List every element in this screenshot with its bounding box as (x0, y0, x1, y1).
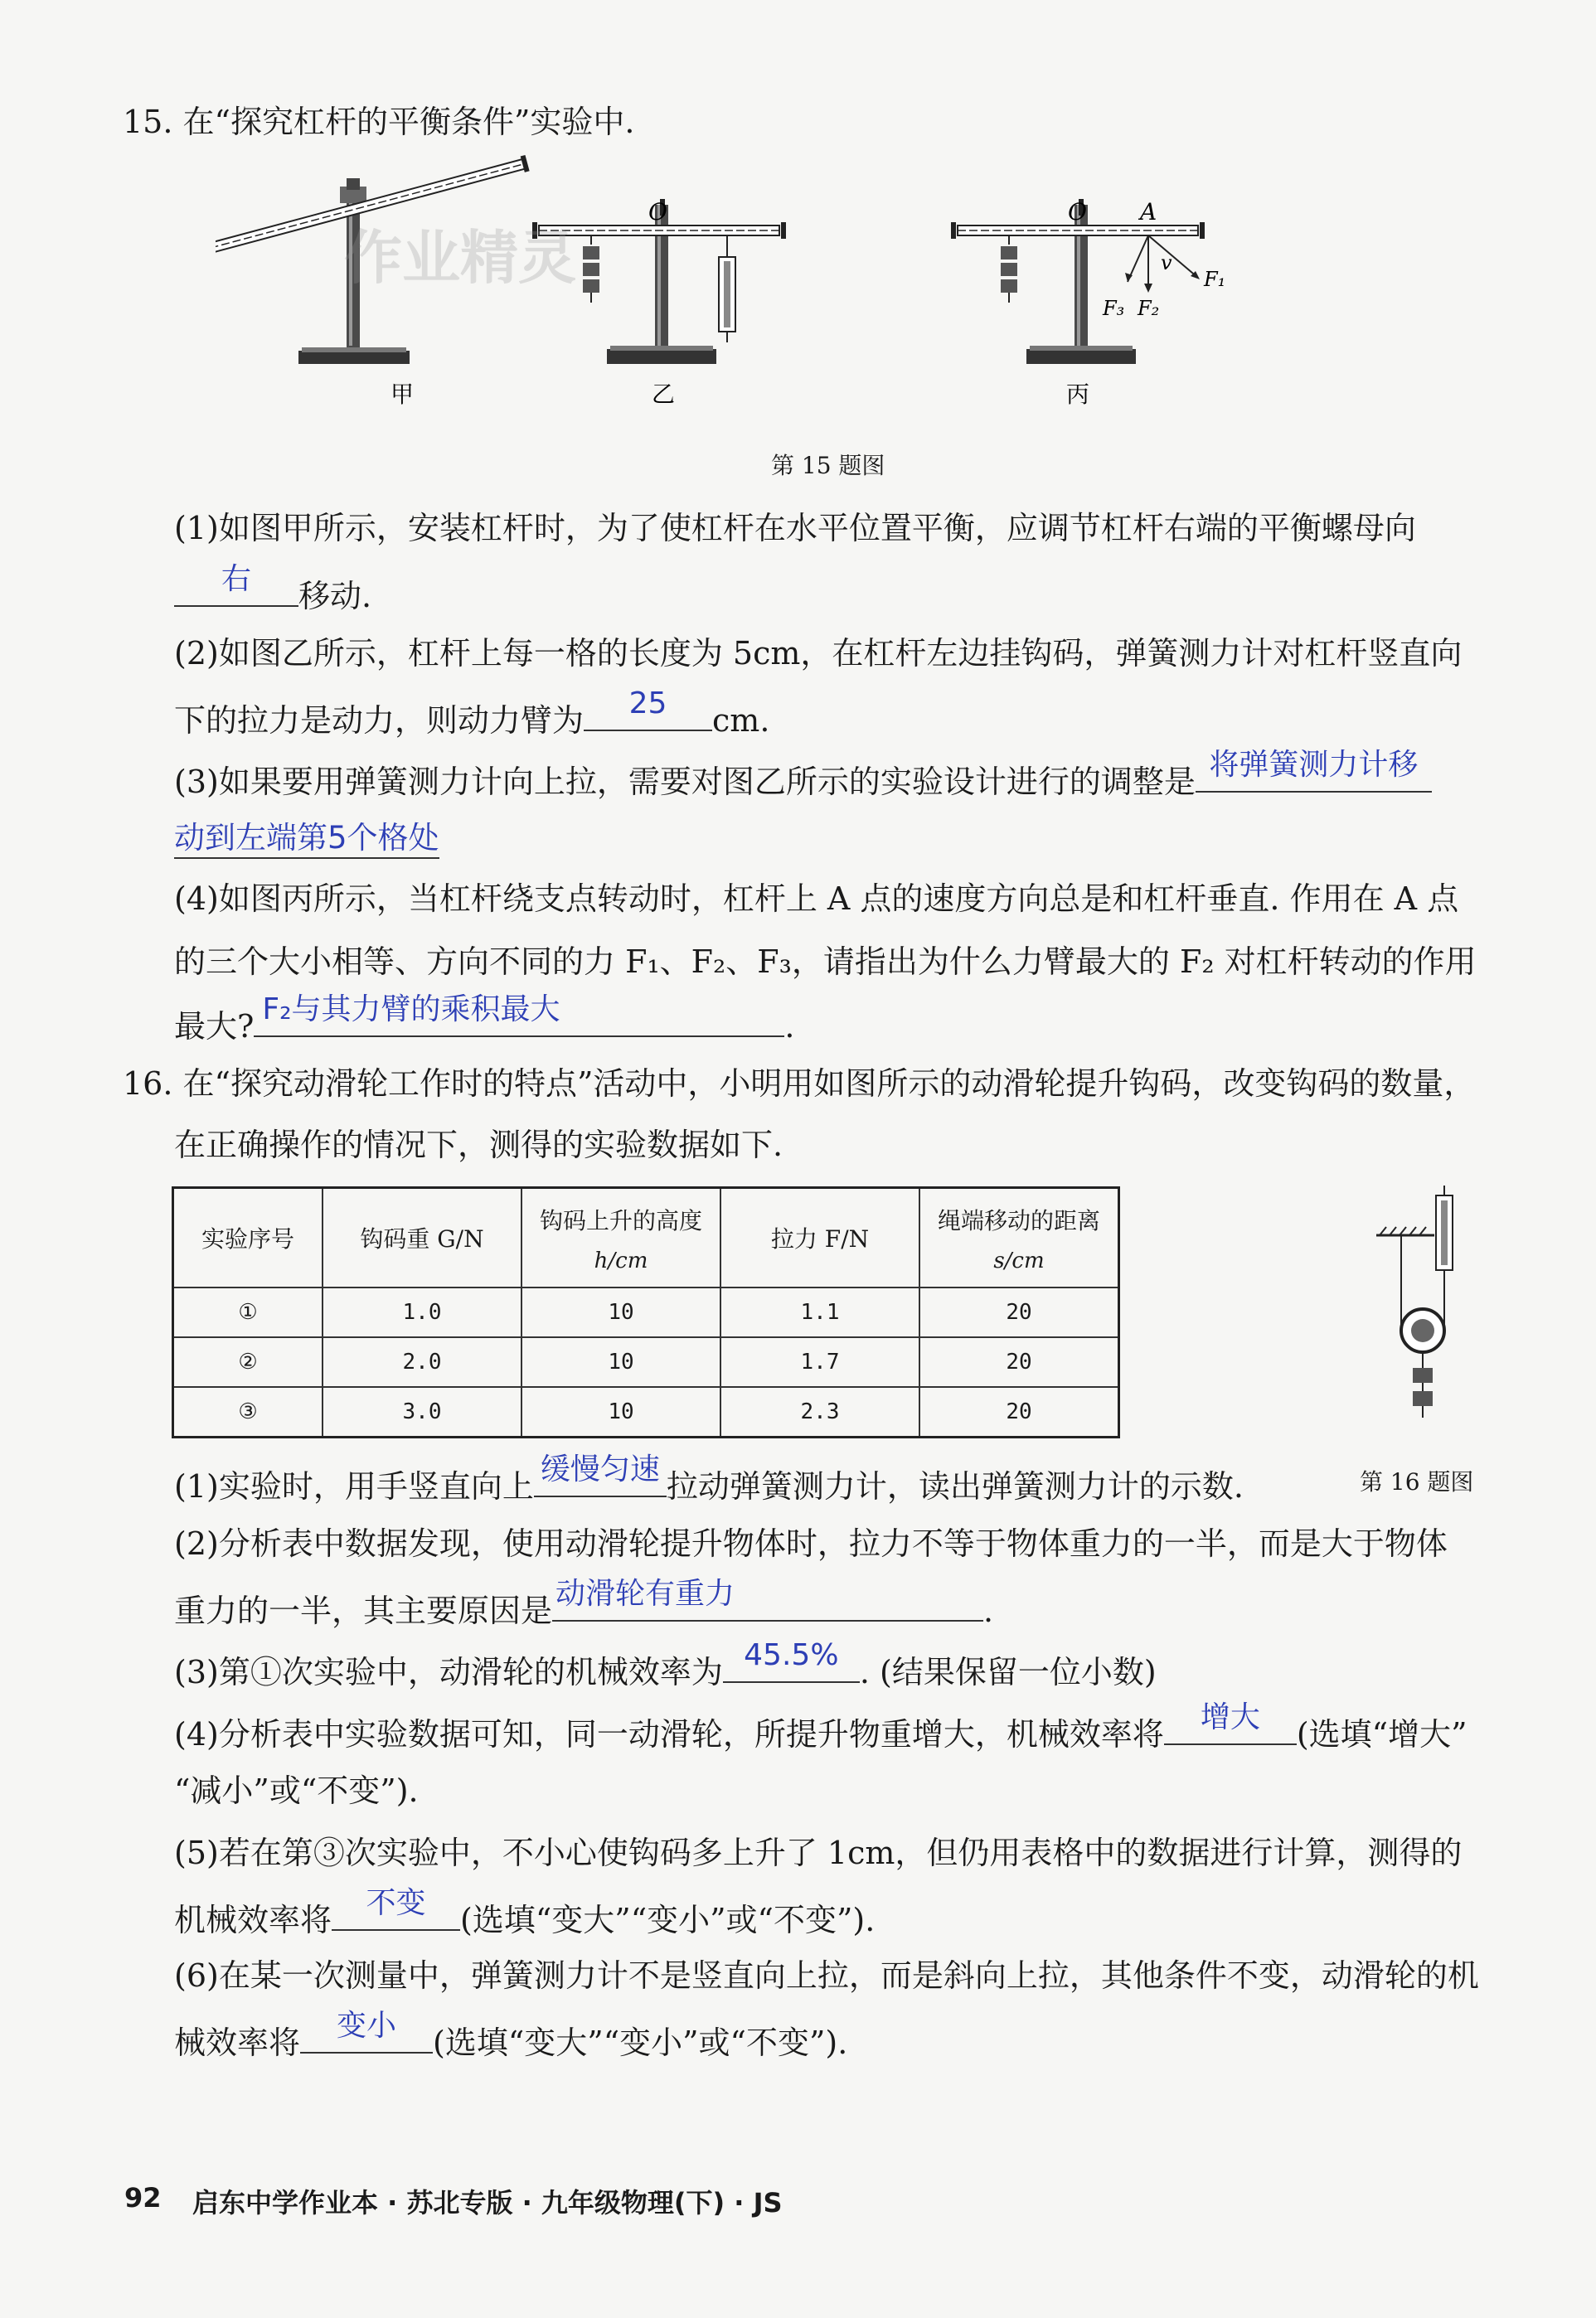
q16-p5-answer[interactable]: 不变 (332, 1894, 460, 1931)
table-cell: 1.7 (720, 1337, 919, 1387)
q16-data-table (172, 1186, 1120, 1438)
q16-p3-answer[interactable]: 45.5% (723, 1646, 860, 1683)
table-cell: 20 (919, 1337, 1119, 1387)
q16-pulley-figure (1368, 1177, 1484, 1443)
footer-book-title: 启东中学作业本 · 苏北专版 · 九年级物理(下) · JS (192, 2187, 783, 2219)
table-cell: ② (173, 1337, 323, 1387)
q16-p2-answer[interactable]: 动滑轮有重力 (552, 1585, 983, 1622)
table-cell: 1.1 (720, 1288, 919, 1337)
table-cell: ③ (173, 1387, 323, 1438)
table-cell: ① (173, 1288, 323, 1337)
q15-p3-answer-part1[interactable]: 将弹簧测力计移 (1196, 756, 1432, 793)
q16-p3-line: (3)第①次实验中，动滑轮的机械效率为 45.5% . (结果保留一位小数) (174, 1638, 1157, 1690)
fig-label-bing: 丙 (1065, 381, 1090, 408)
table-cell: 20 (919, 1387, 1119, 1438)
q15-p1-line2: 右 移动. (174, 570, 371, 617)
table-row (173, 1387, 1119, 1438)
q16-p4-answer[interactable]: 增大 (1164, 1709, 1297, 1745)
fig-letter-f1: F₁ (1204, 268, 1226, 291)
fig-label-jia: 甲 (390, 381, 415, 408)
q15-title: 15. 在“探究杠杆的平衡条件”实验中. (123, 104, 635, 140)
table-row (173, 1288, 1119, 1337)
table-header-cell: 绳端移动的距离 s/cm (919, 1188, 1119, 1288)
fig-letter-f3: F₃ (1103, 297, 1125, 320)
q16-p5-line1: (5)若在第③次实验中，不小心使钩码多上升了 1cm，但仍用表格中的数据进行计算，测得的 (174, 1835, 1463, 1871)
q15-p1-answer[interactable]: 右 (174, 570, 298, 607)
q16-p2-line1: (2)分析表中数据发现，使用动滑轮提升物体时，拉力不等于物体重力的一半，而是大于物体 (174, 1525, 1448, 1562)
q16-title-line1: 16. 在“探究动滑轮工作时的特点”活动中，小明用如图所示的动滑轮提升钩码，改变钩码的数量， (123, 1065, 1476, 1102)
table-cell: 3.0 (323, 1387, 521, 1438)
table-cell: 20 (919, 1288, 1119, 1337)
q16-title-line2: 在正确操作的情况下，测得的实验数据如下. (174, 1127, 783, 1163)
table-header-row (173, 1188, 1119, 1288)
q15-p1-line1: (1)如图甲所示，安装杠杆时，为了使杠杆在水平位置平衡，应调节杠杆右端的平衡螺母向 (174, 510, 1416, 546)
table-header-cell: 拉力 F/N (720, 1188, 919, 1288)
footer-page-number: 92 (124, 2182, 162, 2214)
q16-p4-line2: “减小”或“不变”). (174, 1772, 419, 1809)
q16-p6-line2: 械效率将 变小 (选填“变大”“变小”或“不变”). (174, 2009, 848, 2061)
q15-p2-line2: 下的拉力是动力，则动力臂为 25 cm. (174, 686, 770, 739)
table-cell: 10 (521, 1337, 720, 1387)
q15-figure-caption: 第 15 题图 (771, 452, 885, 479)
q16-p4-line1: (4)分析表中实验数据可知，同一动滑轮，所提升物重增大，机械效率将 增大 (选填“增大” (174, 1700, 1467, 1753)
watermark: 作业精灵 (344, 224, 576, 292)
fig-letter-f2: F₂ (1138, 297, 1160, 320)
table-row (173, 1337, 1119, 1387)
q16-p1-line: (1)实验时，用手竖直向上 缓慢匀速 拉动弹簧测力计，读出弹簧测力计的示数. (174, 1452, 1244, 1505)
q16-p6-answer[interactable]: 变小 (300, 2017, 433, 2054)
q16-p2-line2: 重力的一半，其主要原因是 动滑轮有重力 . (174, 1577, 994, 1629)
q15-p4-line1: (4)如图丙所示，当杠杆绕支点转动时，杠杆上 A 点的速度方向总是和杠杆垂直. 作用在 A 点 (174, 880, 1459, 917)
q15-p4-answer[interactable]: F₂与其力臂的乘积最大 (254, 1001, 784, 1037)
table-header-cell: 钩码重 G/N (323, 1188, 521, 1288)
table-header-cell: 实验序号 (173, 1188, 323, 1288)
q16-p5-line2: 机械效率将 不变 (选填“变大”“变小”或“不变”). (174, 1886, 876, 1938)
q15-p3-answer-part2[interactable]: 动到左端第5个格处 (174, 820, 439, 859)
q16-figure-caption: 第 16 题图 (1360, 1468, 1474, 1496)
fig-label-yi: 乙 (651, 381, 676, 408)
table-cell: 10 (521, 1387, 720, 1438)
q15-p4-line2: 的三个大小相等、方向不同的力 F₁、F₂、F₃，请指出为什么力臂最大的 F₂ 对杠杆转动的作用 (174, 943, 1477, 980)
q16-p6-line1: (6)在某一次测量中，弹簧测力计不是竖直向上拉，而是斜向上拉，其他条件不变，动滑轮的机 (174, 1957, 1479, 1994)
table-cell: 2.3 (720, 1387, 919, 1438)
table-cell: 10 (521, 1288, 720, 1337)
q15-p2-answer[interactable]: 25 (584, 695, 712, 731)
fig-letter-v: v (1161, 251, 1172, 274)
table-cell: 1.0 (323, 1288, 521, 1337)
q15-p4-line3: 最大? F₂与其力臂的乘积最大 . (174, 992, 795, 1045)
fig-letter-o-yi: O (648, 198, 667, 225)
fig-letter-a: A (1140, 198, 1157, 225)
q15-p2-line1: (2)如图乙所示，杠杆上每一格的长度为 5cm，在杠杆左边挂钩码，弹簧测力计对杠杆竖直向 (174, 635, 1463, 672)
q16-p1-answer[interactable]: 缓慢匀速 (534, 1461, 667, 1497)
table-cell: 2.0 (323, 1337, 521, 1387)
q15-p3-line2 (174, 817, 439, 859)
table-header-cell: 钩码上升的高度 h/cm (521, 1188, 720, 1288)
fig-letter-o-bing: O (1068, 198, 1087, 225)
q15-p3-line1: (3)如果要用弹簧测力计向上拉，需要对图乙所示的实验设计进行的调整是 将弹簧测力计移 (174, 756, 1432, 803)
